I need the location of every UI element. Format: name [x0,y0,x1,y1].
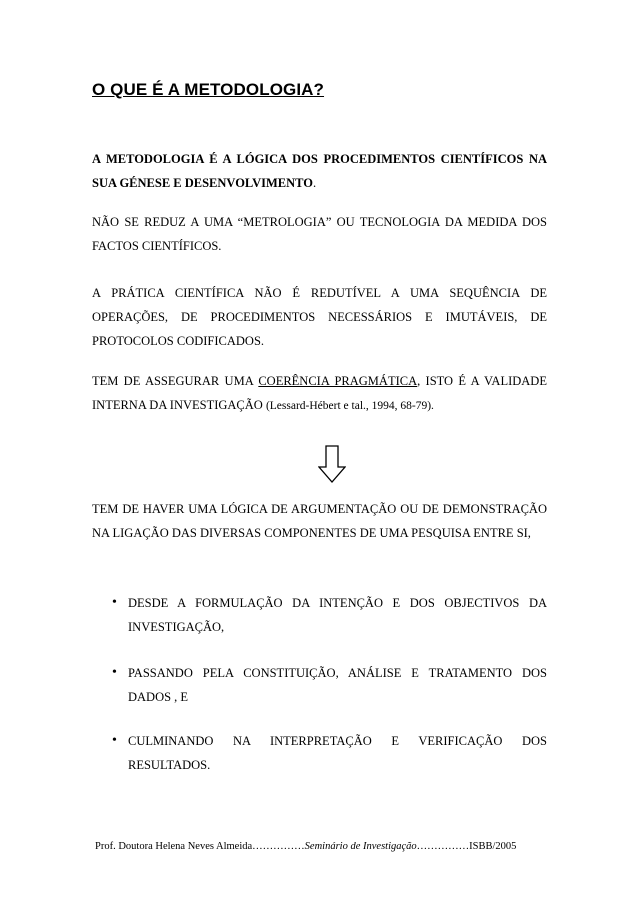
page-footer [95,841,516,852]
paragraph-pragmatic-coherence [92,369,547,418]
bullet-icon: • [112,665,117,680]
bullet-icon: • [112,595,117,610]
footer-author: Prof. Doutora Helena Neves Almeida [95,841,253,852]
list-item [112,591,547,639]
paragraph-argumentation: TEM DE HAVER UMA LÓGICA DE ARGUMENTAÇÃO OU DE DEMONSTRAÇÃO NA LIGAÇÃO DAS DIVERSAS COMPONENTES DE UMA PESQUISA ENTRE SI, [92,502,547,540]
definition-text: A METODOLOGIA É A LÓGICA DOS PROCEDIMENTOS CIENTÍFICOS NA SUA GÉNESE E DESENVOLVIMENTO [92,152,547,190]
definition-period: . [313,176,317,190]
bullet-icon: • [112,733,117,748]
list-item [112,729,547,777]
paragraph-definition [92,147,547,195]
footer-course: Seminário de Investigação [304,841,417,852]
page-title: O QUE É A METODOLOGIA? [92,80,325,99]
list-item-text: PASSANDO PELA CONSTITUIÇÃO, ANÁLISE E TRATAMENTO DOS DADOS , E [128,666,547,704]
paragraph-scientific-practice: A PRÁTICA CIENTÍFICA NÃO É REDUTÍVEL A UMA SEQUÊNCIA DE OPERAÇÕES, DE PROCEDIMENTOS NECESSÁRIOS E IMUTÁVEIS, DE PROTOCOLOS CODIFICADOS. [92,286,547,348]
coherence-text-before: TEM DE ASSEGURAR UMA [92,374,259,388]
down-arrow-icon [318,445,346,483]
paragraph-metrology: NÃO SE REDUZ A UMA “METROLOGIA” OU TECNOLOGIA DA MEDIDA DOS FACTOS CIENTÍFICOS. [92,215,547,253]
coherence-text-after: , ISTO É A VALIDADE INTERNA DA INVESTIGAÇÃO [92,374,547,412]
footer-dots: …………… [252,841,305,852]
list-item [112,661,547,709]
footer-reference: ISBB/2005 [469,841,517,852]
list-item-text: CULMINANDO NA INTERPRETAÇÃO E VERIFICAÇÃO DOS RESULTADOS. [128,734,547,772]
footer-dots: …………… [416,841,470,852]
coherence-underlined: COERÊNCIA PRAGMÁTICA [258,374,418,388]
citation: (Lessard-Hébert e tal., 1994, 68-79). [265,400,434,412]
list-item-text: DESDE A FORMULAÇÃO DA INTENÇÃO E DOS OBJECTIVOS DA INVESTIGAÇÃO, [128,596,547,634]
